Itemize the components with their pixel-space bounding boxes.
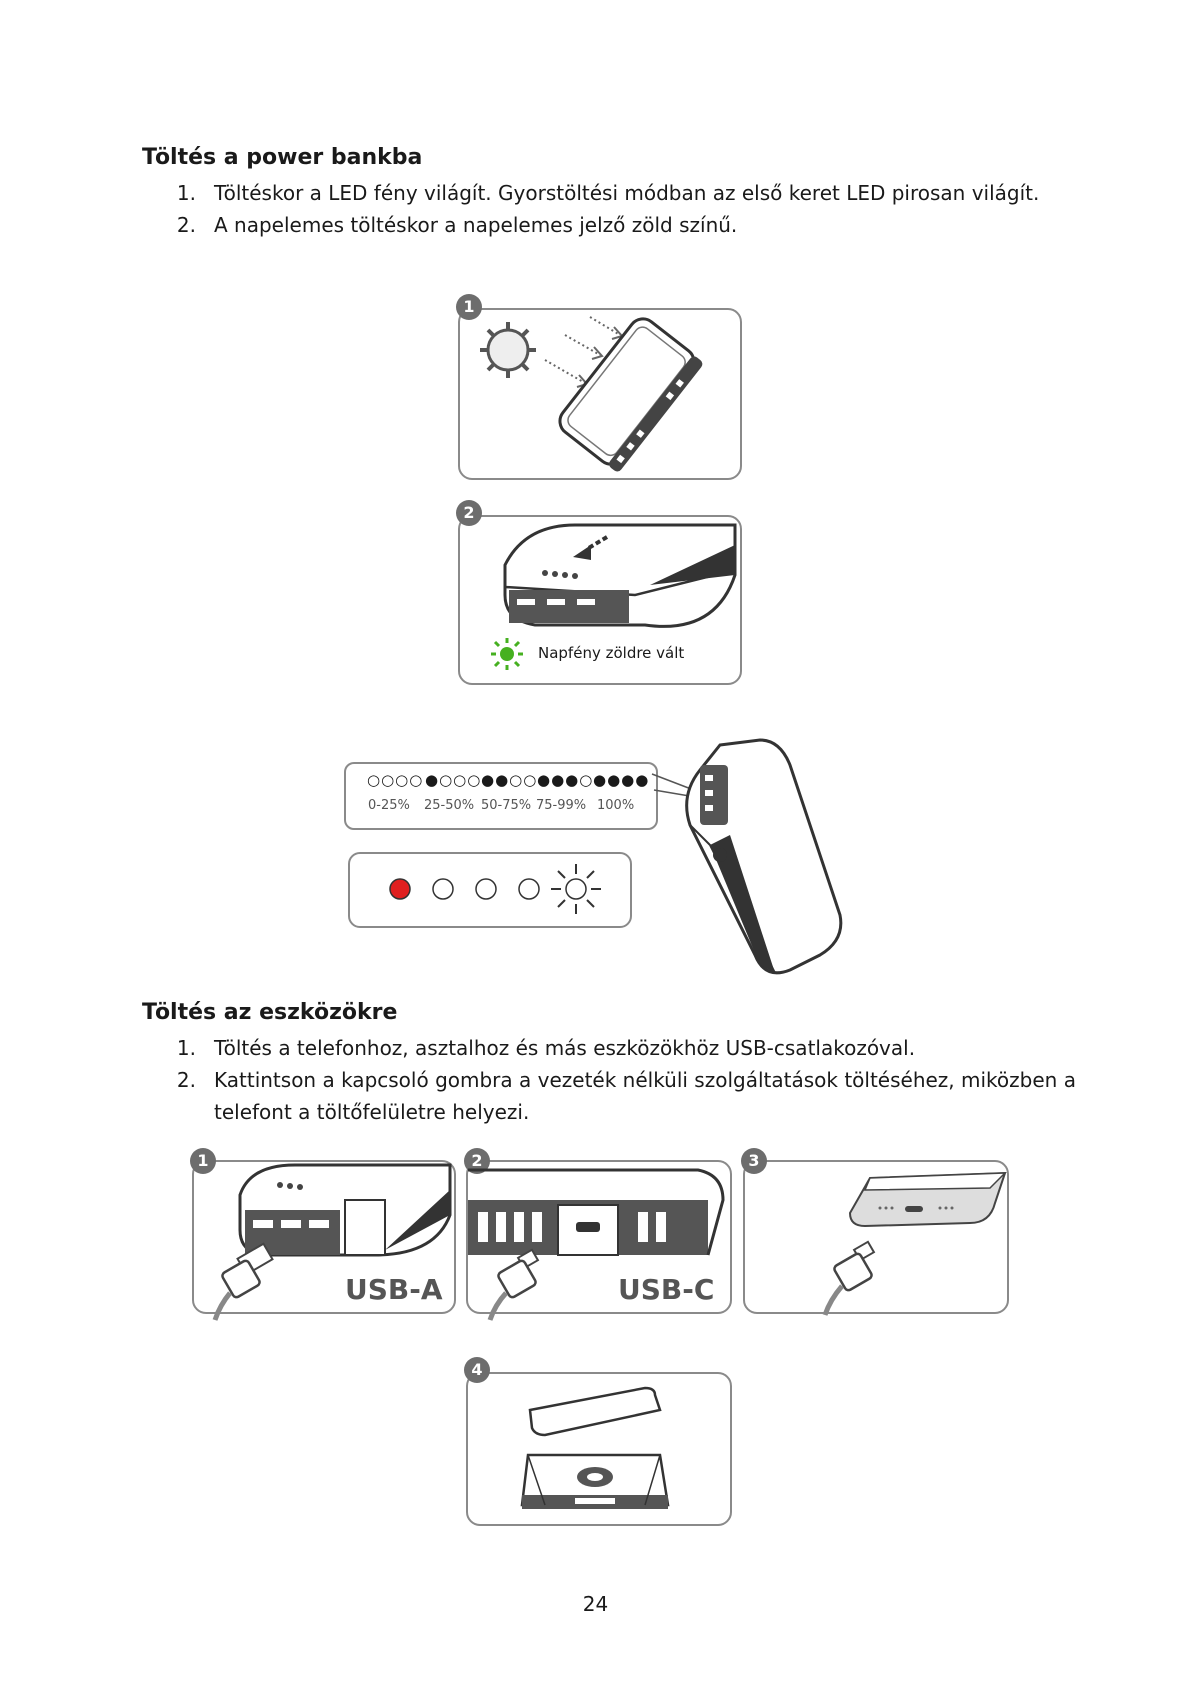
- power-bank-side-image: [680, 735, 850, 980]
- list-number: 1.: [176, 1036, 196, 1060]
- led-pattern-4: ●●●●: [593, 771, 650, 789]
- green-sun-icon: [490, 637, 524, 671]
- usb-c-powerbank-image: [468, 1160, 726, 1255]
- section-heading-charging-devices: Töltés az eszközökre: [142, 1000, 398, 1025]
- led-dot: [476, 879, 496, 899]
- usb-c-cable-icon: [480, 1245, 570, 1320]
- section-heading-charging-powerbank: Töltés a power bankba: [142, 145, 423, 170]
- power-bank-image: [535, 310, 715, 470]
- list-number: 2.: [176, 1068, 196, 1092]
- phone-above-powerbank-image: [520, 1380, 680, 1520]
- list-text: Töltés a telefonhoz, asztalhoz és más eszközökhöz USB-csatlakozóval.: [214, 1036, 916, 1060]
- sun-led-icon: [551, 864, 601, 914]
- usb-a-cable-icon: [210, 1245, 300, 1320]
- usb-a-label: USB-A: [345, 1273, 443, 1306]
- usb-cable-icon: [810, 1240, 900, 1315]
- led-range-3: 75-99%: [536, 798, 587, 813]
- led-dot: [433, 879, 453, 899]
- step-badge: 1: [190, 1148, 216, 1174]
- led-range-4: 100%: [597, 798, 635, 813]
- led-pattern-0: ○○○○: [367, 771, 424, 789]
- step-badge: 1: [456, 294, 482, 320]
- sunlight-caption: Napfény zöldre vált: [538, 644, 685, 662]
- power-bank-image: [495, 515, 740, 640]
- led-pattern-1: ●○○○: [425, 771, 482, 789]
- page-number: 24: [582, 1592, 609, 1616]
- step-badge: 3: [741, 1148, 767, 1174]
- sun-icon: [478, 320, 538, 380]
- list-text: Töltéskor a LED fény világít. Gyorstöltési módban az első keret LED pirosan világít.: [214, 181, 1040, 205]
- led-dot: [519, 879, 539, 899]
- list-item: [166, 177, 1066, 209]
- list-text: A napelemes töltéskor a napelemes jelző zöld színű.: [214, 213, 738, 237]
- list-text-continued: telefont a töltőfelületre helyezi.: [214, 1100, 530, 1124]
- usb-c-label: USB-C: [618, 1273, 715, 1306]
- led-range-0: 0-25%: [368, 798, 410, 813]
- red-led-dot: [390, 879, 410, 899]
- list-number: 2.: [176, 213, 196, 237]
- led-pattern-2: ●●○○: [481, 771, 538, 789]
- list-text: Kattintson a kapcsoló gombra a vezeték nélküli szolgáltatások töltéséhez, miközben a: [214, 1068, 1076, 1092]
- list-item: [166, 1032, 1066, 1064]
- list-number: 1.: [176, 181, 196, 205]
- led-range-1: 25-50%: [424, 798, 475, 813]
- step-badge: 4: [464, 1357, 490, 1383]
- led-indicators: [380, 862, 610, 916]
- list-item: [166, 1064, 1076, 1128]
- phone-image: [850, 1168, 1010, 1238]
- led-pattern-3: ●●●○: [537, 771, 594, 789]
- step-badge: 2: [464, 1148, 490, 1174]
- list-item: [166, 209, 1066, 241]
- led-range-2: 50-75%: [481, 798, 532, 813]
- step-badge: 2: [456, 500, 482, 526]
